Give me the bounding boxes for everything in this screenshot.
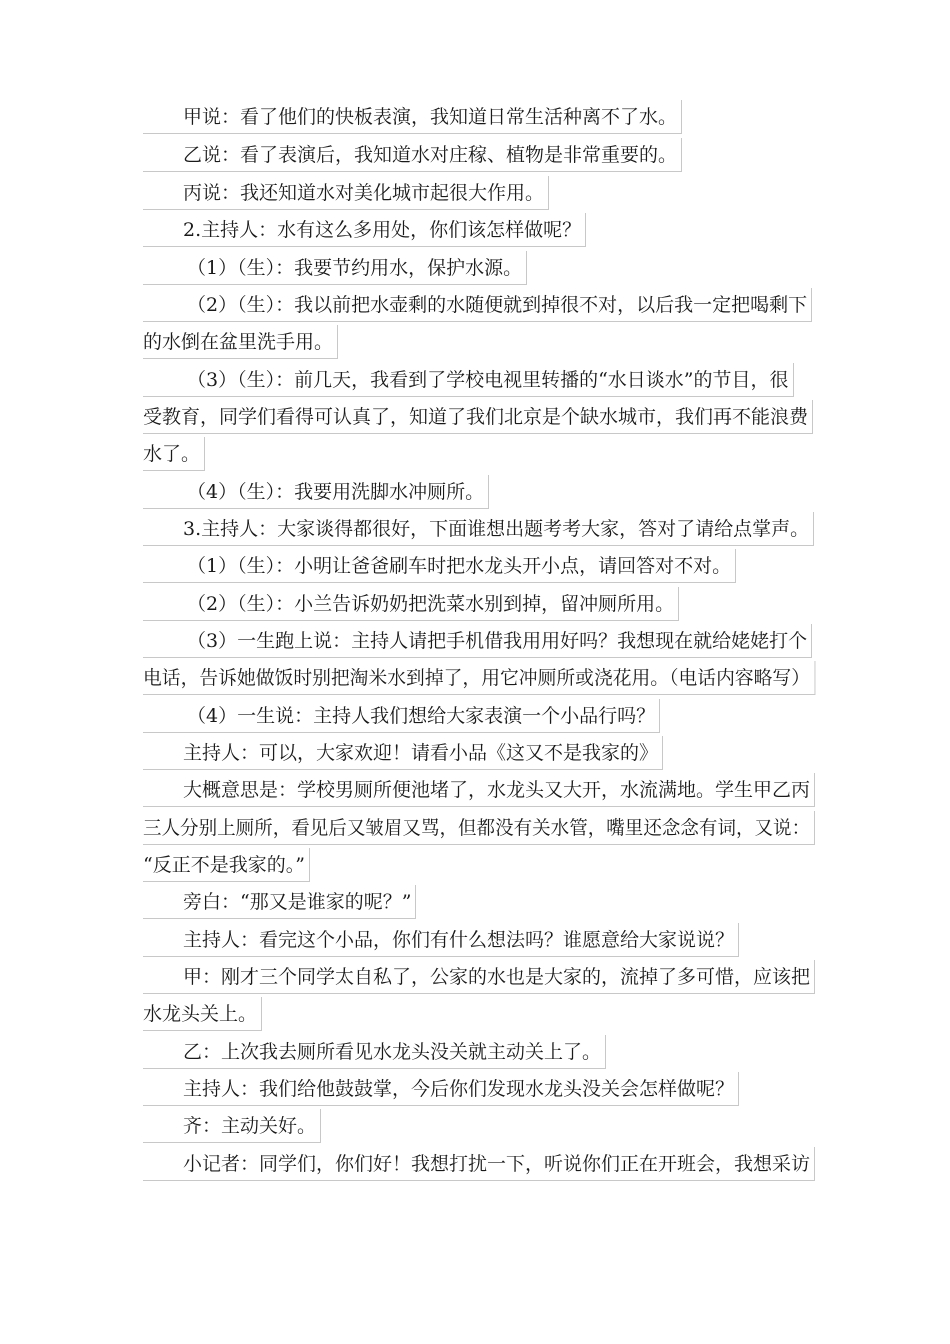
text-line: （3）一生跑上说：主持人请把手机借我用用好吗？我想现在就给姥姥打个 (143, 624, 812, 658)
text-line: 齐：主动关好。 (143, 1109, 321, 1143)
text-line: 的水倒在盆里洗手用。 (143, 325, 338, 359)
text-line: 受教育，同学们看得可认真了，知道了我们北京是个缺水城市，我们再不能浪费 (143, 400, 813, 434)
text-line: 电话，告诉她做饭时别把淘米水到掉了，用它冲厕所或浇花用。（电话内容略写） (143, 661, 815, 695)
text-line: 三人分别上厕所，看见后又皱眉又骂，但都没有关水管，嘴里还念念有词，又说： (143, 811, 815, 845)
text-line: 主持人：可以，大家欢迎！请看小品《这又不是我家的》 (143, 736, 663, 770)
text-line: 乙：上次我去厕所看见水龙头没关就主动关上了。 (143, 1035, 606, 1069)
text-line: 大概意思是：学校男厕所便池堵了，水龙头又大开，水流满地。学生甲乙丙 (143, 773, 815, 807)
text-line: 水龙头关上。 (143, 997, 262, 1031)
text-line: “反正不是我家的。” (143, 848, 310, 882)
text-line: （4）一生说：主持人我们想给大家表演一个小品行吗？ (143, 699, 660, 733)
text-line: 主持人：我们给他鼓鼓掌，今后你们发现水龙头没关会怎样做呢？ (143, 1072, 739, 1106)
text-line: （3）（生）：前几天，我看到了学校电视里转播的“水日谈水”的节目，很 (143, 363, 794, 397)
text-line: （2）（生）：我以前把水壶剩的水随便就到掉很不对，以后我一定把喝剩下 (143, 288, 812, 322)
text-line: （1）（生）：我要节约用水，保护水源。 (143, 251, 527, 285)
text-line: （2）（生）：小兰告诉奶奶把洗菜水别到掉，留冲厕所用。 (143, 587, 679, 621)
text-line: 3.主持人：大家谈得都很好，下面谁想出题考考大家，答对了请给点掌声。 (143, 512, 814, 546)
text-line: 甲：刚才三个同学太自私了，公家的水也是大家的，流掉了多可惜，应该把 (143, 960, 815, 994)
text-line: （4）（生）：我要用洗脚水冲厕所。 (143, 475, 489, 509)
text-line: 水了。 (143, 437, 205, 471)
text-line: 旁白：“那又是谁家的呢？” (143, 885, 416, 919)
text-line: 2.主持人：水有这么多用处，你们该怎样做呢？ (143, 213, 586, 247)
text-line: 主持人：看完这个小品，你们有什么想法吗？谁愿意给大家说说？ (143, 923, 739, 957)
text-line: 乙说：看了表演后，我知道水对庄稼、植物是非常重要的。 (143, 138, 682, 172)
text-line: （1）（生）：小明让爸爸刷车时把水龙头开小点，请回答对不对。 (143, 549, 736, 583)
text-line: 丙说：我还知道水对美化城市起很大作用。 (143, 176, 549, 210)
text-line: 小记者：同学们，你们好！我想打扰一下，听说你们正在开班会，我想采访 (143, 1147, 815, 1181)
text-line: 甲说：看了他们的快板表演，我知道日常生活种离不了水。 (143, 100, 682, 134)
